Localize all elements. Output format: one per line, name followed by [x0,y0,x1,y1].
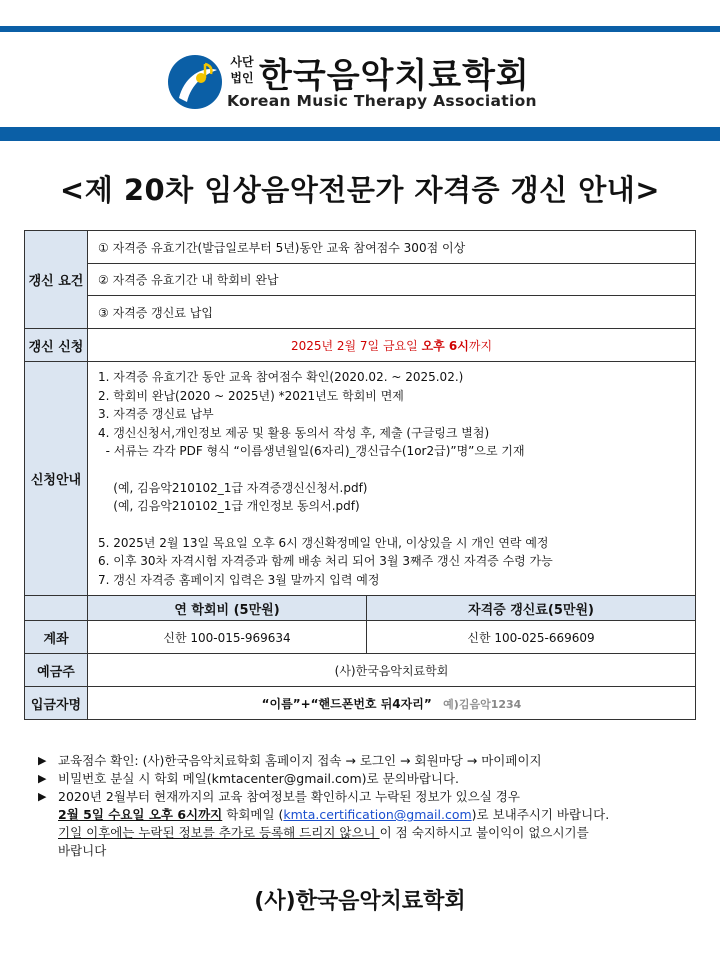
annual-fee-header: 연 학회비 (5만원) [88,596,367,621]
guide-line: 6. 이후 30차 자격시험 자격증과 함께 배송 처리 되어 3월 3째주 갱신 자격증 수령 가능 [98,554,553,568]
account-label: 계좌 [25,621,88,654]
association-logo [165,46,565,118]
header-band [0,127,720,141]
fee-header-blank [25,596,88,621]
note-continuation: 바랍니다 [58,843,107,858]
triangle-bullet-icon: ▶ [38,790,47,803]
renewal-info-table [24,230,696,720]
note-item: ▶ 교육점수 확인: (사)한국음악치료학회 홈페이지 접속 → 로그인 → 회원마당 → 마이페이지 [38,753,542,768]
guide-line: 1. 자격증 유효기간 동안 교육 참여점수 확인(2020.02. ~ 2025.02.) [98,370,464,384]
annual-fee-account: 신한 100-015-969634 [88,621,367,654]
holder-label: 예금주 [25,654,88,687]
guide-content [88,362,696,596]
guide-line: - 서류는 각각 PDF 형식 “이름생년월일(6자리)_갱신급수(1or2급)”명”으로 기재 [98,444,525,458]
guide-line: 7. 갱신 자격증 홈페이지 입력은 3월 말까지 입력 예정 [98,572,380,587]
application-label: 갱신 신청 [25,329,88,362]
requirement-item: ① 자격증 유효기간(발급일로부터 5년)동안 교육 참여점수 300점 이상 [88,231,696,264]
note-item: ▶ 비밀번호 분실 시 학회 메일(kmtacenter@gmail.com)로 문의바랍니다. [38,771,460,786]
triangle-bullet-icon: ▶ [38,772,47,785]
note-continuation: 기일 이후에는 누락된 정보를 추가로 등록해 드리지 않으니 이 점 숙지하시고 불이익이 없으시기를 [58,825,589,840]
org-english-name: Korean Music Therapy Association [227,92,537,110]
note-item: ▶ 2020년 2월부터 현재까지의 교육 참여정보를 확인하시고 누락된 정보가 있으실 경우 [38,789,520,804]
account-holder: (사)한국음악치료학회 [88,654,696,687]
guide-label: 신청안내 [25,362,88,596]
guide-line: 4. 갱신신청서,개인정보 제공 및 활용 동의서 작성 후, 제출 (구글링크 별첨) [98,425,490,440]
org-korean-name: 한국음악치료학회 [259,56,530,96]
application-deadline: 2025년 2월 7일 금요일 오후 6시까지 [88,329,696,362]
submission-deadline: 2월 5일 수요일 오후 6시까지 [58,807,223,822]
requirement-item: ② 자격증 유효기간 내 학회비 완납 [88,264,696,296]
guide-example: (예, 김음악210102_1급 자격증갱신신청서.pdf) [98,480,368,495]
page-title: <제 20차 임상음악전문가 자격증 갱신 안내> [59,173,661,207]
late-warning: 기일 이후에는 누락된 정보를 추가로 등록해 드리지 않으니 [58,825,380,840]
renewal-fee-header: 자격증 갱신료(5만원) [367,596,696,621]
depositor-format: “이름”+“핸드폰번호 뒤4자리” 예)김음악1234 [88,687,696,720]
depositor-example: 예)김음악1234 [443,697,522,711]
certification-email-link[interactable]: kmta.certification@gmail.com [283,807,472,822]
note-continuation: 2월 5일 수요일 오후 6시까지 학회메일 (kmta.certification@gmail.com)로 보내주시기 바랍니다. [58,807,610,822]
guide-line: 2. 학회비 완납(2020 ~ 2025년) *2021년도 학회비 면제 [98,388,404,403]
guide-spacer [98,516,685,534]
guide-spacer [98,461,685,479]
requirement-item: ③ 자격증 갱신료 납입 [88,296,696,329]
footer-org-name: (사)한국음악치료학회 [254,889,466,914]
org-type-label: 사단 법인 [230,55,254,85]
renewal-fee-account: 신한 100-025-669609 [367,621,696,654]
top-rule [0,26,720,32]
guide-line: 5. 2025년 2월 13일 목요일 오후 6시 갱신확정메일 안내, 이상있을 시 개인 연락 예정 [98,535,549,550]
guide-example: (예, 김음악210102_1급 개인정보 동의서.pdf) [98,499,360,513]
depositor-label: 입금자명 [25,687,88,720]
music-note-logo-icon [165,52,225,112]
guide-line: 3. 자격증 갱신료 납부 [98,407,214,421]
requirements-label: 갱신 요건 [25,231,88,329]
triangle-bullet-icon: ▶ [38,754,47,767]
notes-section [38,752,688,860]
